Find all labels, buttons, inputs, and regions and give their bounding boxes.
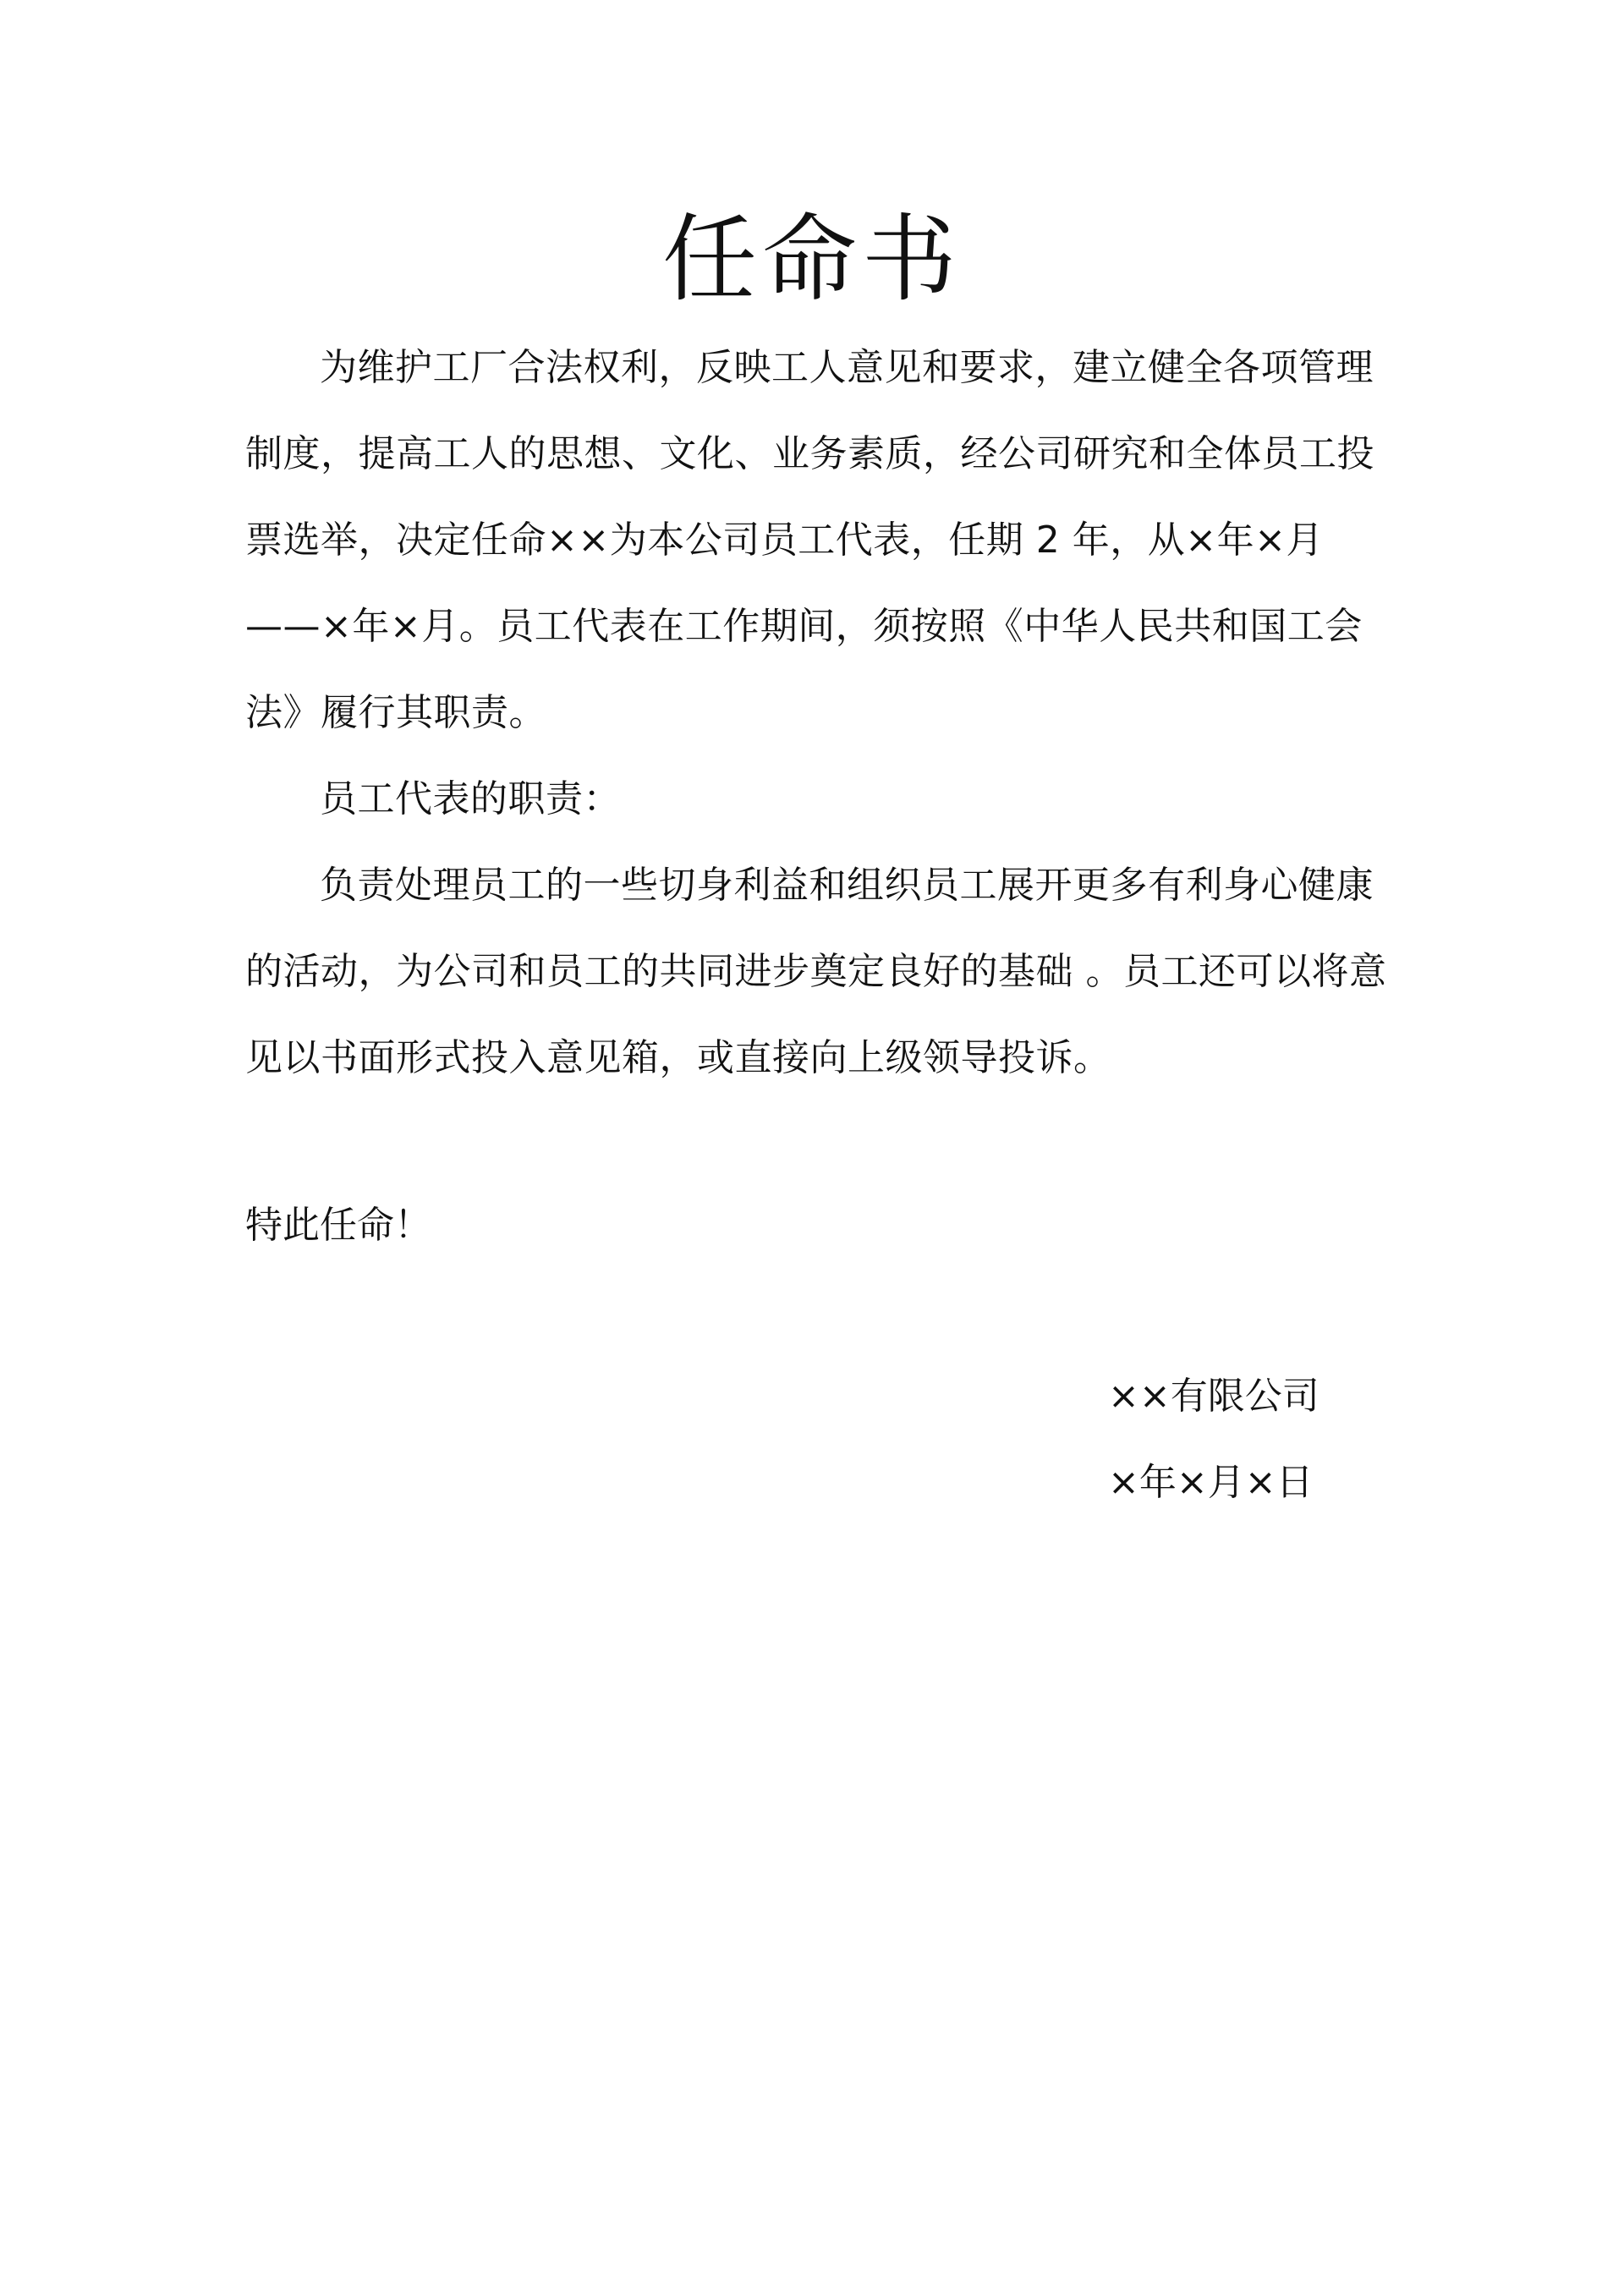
paragraph-appointment: 为维护工厂合法权利，反映工人意见和要求，建立健全各项管理制度，提高工人的思想、文化、业务素质，经公司研究和全体员工投票选举，决定任命××为本公司员工代表，任期 2 年，从×年×月——×年×月。员工代表在工作期间，须按照《中华人民共和国工会法》履行其职责。 (245, 346, 1374, 734)
document-title: 任命书 (662, 205, 962, 315)
paragraph-duties: 负责处理员工的一些切身利益和组织员工展开更多有利身心健康的活动，为公司和员工的共同进步奠定良好的基础 。员工还可以将意见以书面形式投入意见箱，或直接向上级领导投诉。 (245, 864, 1387, 1079)
closing-statement: 特此任命！ (245, 1204, 431, 1247)
signature-block (1108, 1353, 1379, 1526)
paragraph-duties-heading: 员工代表的职责： (320, 777, 621, 820)
document-body (245, 325, 1396, 1101)
signature-date: ×年×月×日 (1108, 1461, 1314, 1504)
company-name: ××有限公司 (1108, 1375, 1320, 1418)
